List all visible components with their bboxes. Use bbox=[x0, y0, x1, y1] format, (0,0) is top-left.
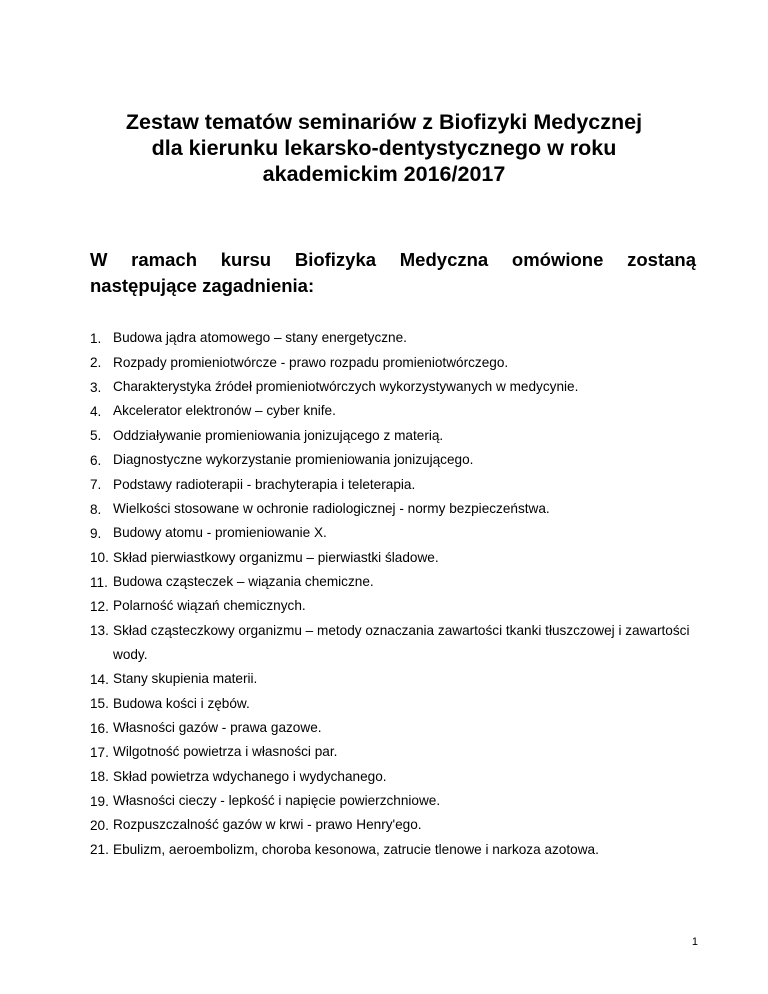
list-item-number: 2. bbox=[90, 355, 102, 371]
list-item-text: Polarność wiązań chemicznych. bbox=[113, 598, 306, 614]
list-item bbox=[90, 818, 705, 833]
list-item-text: Skład pierwiastkowy organizmu – pierwiastki śladowe. bbox=[113, 549, 439, 565]
list-item-text: Skład powietrza wdychanego i wydychanego. bbox=[113, 768, 387, 784]
list-item-text: Budowa cząsteczek – wiązania chemiczne. bbox=[113, 573, 374, 589]
list-item bbox=[90, 672, 705, 687]
list-item bbox=[90, 794, 705, 809]
list-item-number: 6. bbox=[90, 452, 102, 468]
title-line-1: Zestaw tematów seminariów z Biofizyki Medycznej bbox=[125, 110, 643, 134]
list-item-number: 15. bbox=[90, 696, 109, 712]
list-item-number: 8. bbox=[90, 501, 102, 517]
list-item-number: 17. bbox=[90, 745, 109, 761]
list-item-number: 5. bbox=[90, 428, 102, 444]
list-item-number: 7. bbox=[90, 477, 102, 493]
list-item bbox=[90, 477, 705, 492]
list-item-number: 4. bbox=[90, 404, 102, 420]
list-item-text: Skład cząsteczkowy organizmu – metody oznaczania zawartości tkanki tłuszczowej i zawartości wody. bbox=[113, 622, 690, 662]
list-item bbox=[90, 769, 705, 784]
list-item bbox=[90, 575, 705, 590]
list-item-text: Budowa jądra atomowego – stany energetyczne. bbox=[113, 330, 407, 346]
list-item bbox=[90, 428, 705, 443]
list-item-text: Podstawy radioterapii - brachyterapia i teleterapia. bbox=[113, 476, 416, 492]
list-item-number: 16. bbox=[90, 720, 109, 736]
page-number: 1 bbox=[691, 936, 698, 948]
list-item-number: 1. bbox=[90, 331, 102, 346]
list-item bbox=[90, 550, 705, 565]
list-item-number: 11. bbox=[90, 574, 108, 590]
list-item bbox=[90, 502, 705, 517]
document-title bbox=[90, 109, 678, 187]
list-item-number: 19. bbox=[90, 793, 109, 809]
list-item bbox=[90, 842, 705, 857]
list-item bbox=[90, 380, 705, 395]
list-item-text: Własności cieczy - lepkość i napięcie powierzchniowe. bbox=[113, 793, 441, 809]
list-item-text: Własności gazów - prawa gazowe. bbox=[113, 720, 322, 736]
list-item-text: Stany skupienia materii. bbox=[113, 671, 258, 687]
list-item bbox=[90, 331, 705, 346]
list-item bbox=[90, 745, 705, 760]
list-item bbox=[90, 623, 705, 662]
list-item-text: Diagnostyczne wykorzystanie promieniowania jonizującego. bbox=[113, 452, 474, 468]
list-item-text: Rozpuszczalność gazów w krwi - prawo Henry'ego. bbox=[113, 817, 422, 833]
list-item-text: Wilgotność powietrza i własności par. bbox=[113, 744, 338, 760]
list-item-text: Akcelerator elektronów – cyber knife. bbox=[113, 403, 336, 419]
list-item bbox=[90, 453, 705, 468]
list-item-text: Budowy atomu - promieniowanie X. bbox=[113, 525, 327, 541]
intro-heading: W ramach kursu Biofizyka Medyczna omówione zostaną następujące zagadnienia: bbox=[90, 249, 696, 296]
list-item-text: Charakterystyka źródeł promieniotwórczych wykorzystywanych w medycynie. bbox=[113, 379, 579, 395]
list-item bbox=[90, 404, 705, 419]
list-item-number: 3. bbox=[90, 379, 102, 395]
list-item-text: Rozpady promieniotwórcze - prawo rozpadu promieniotwórczego. bbox=[113, 354, 509, 370]
topics-list bbox=[90, 331, 705, 867]
title-line-3: akademickim 2016/2017 bbox=[262, 162, 506, 186]
list-item-number: 12. bbox=[90, 598, 109, 614]
list-item bbox=[90, 696, 705, 711]
title-line-2: dla kierunku lekarsko-dentystycznego w roku bbox=[151, 136, 617, 160]
list-item-number: 10. bbox=[90, 550, 109, 566]
list-item bbox=[90, 599, 705, 614]
list-item-number: 9. bbox=[90, 525, 102, 541]
list-item-text: Wielkości stosowane w ochronie radiologicznej - normy bezpieczeństwa. bbox=[113, 500, 550, 516]
list-item-text: Ebulizm, aeroembolizm, choroba kesonowa, zatrucie tlenowe i narkoza azotowa. bbox=[113, 841, 599, 857]
list-item-number: 21. bbox=[90, 842, 109, 858]
list-item bbox=[90, 526, 705, 541]
list-item-text: Budowa kości i zębów. bbox=[113, 695, 250, 711]
list-item-number: 20. bbox=[90, 818, 109, 834]
list-item bbox=[90, 355, 705, 370]
list-item-text: Oddziaływanie promieniowania jonizującego z materią. bbox=[113, 427, 444, 443]
list-item-number: 13. bbox=[90, 623, 109, 639]
list-item bbox=[90, 721, 705, 736]
list-item-number: 18. bbox=[90, 769, 109, 785]
list-item-number: 14. bbox=[90, 671, 109, 687]
